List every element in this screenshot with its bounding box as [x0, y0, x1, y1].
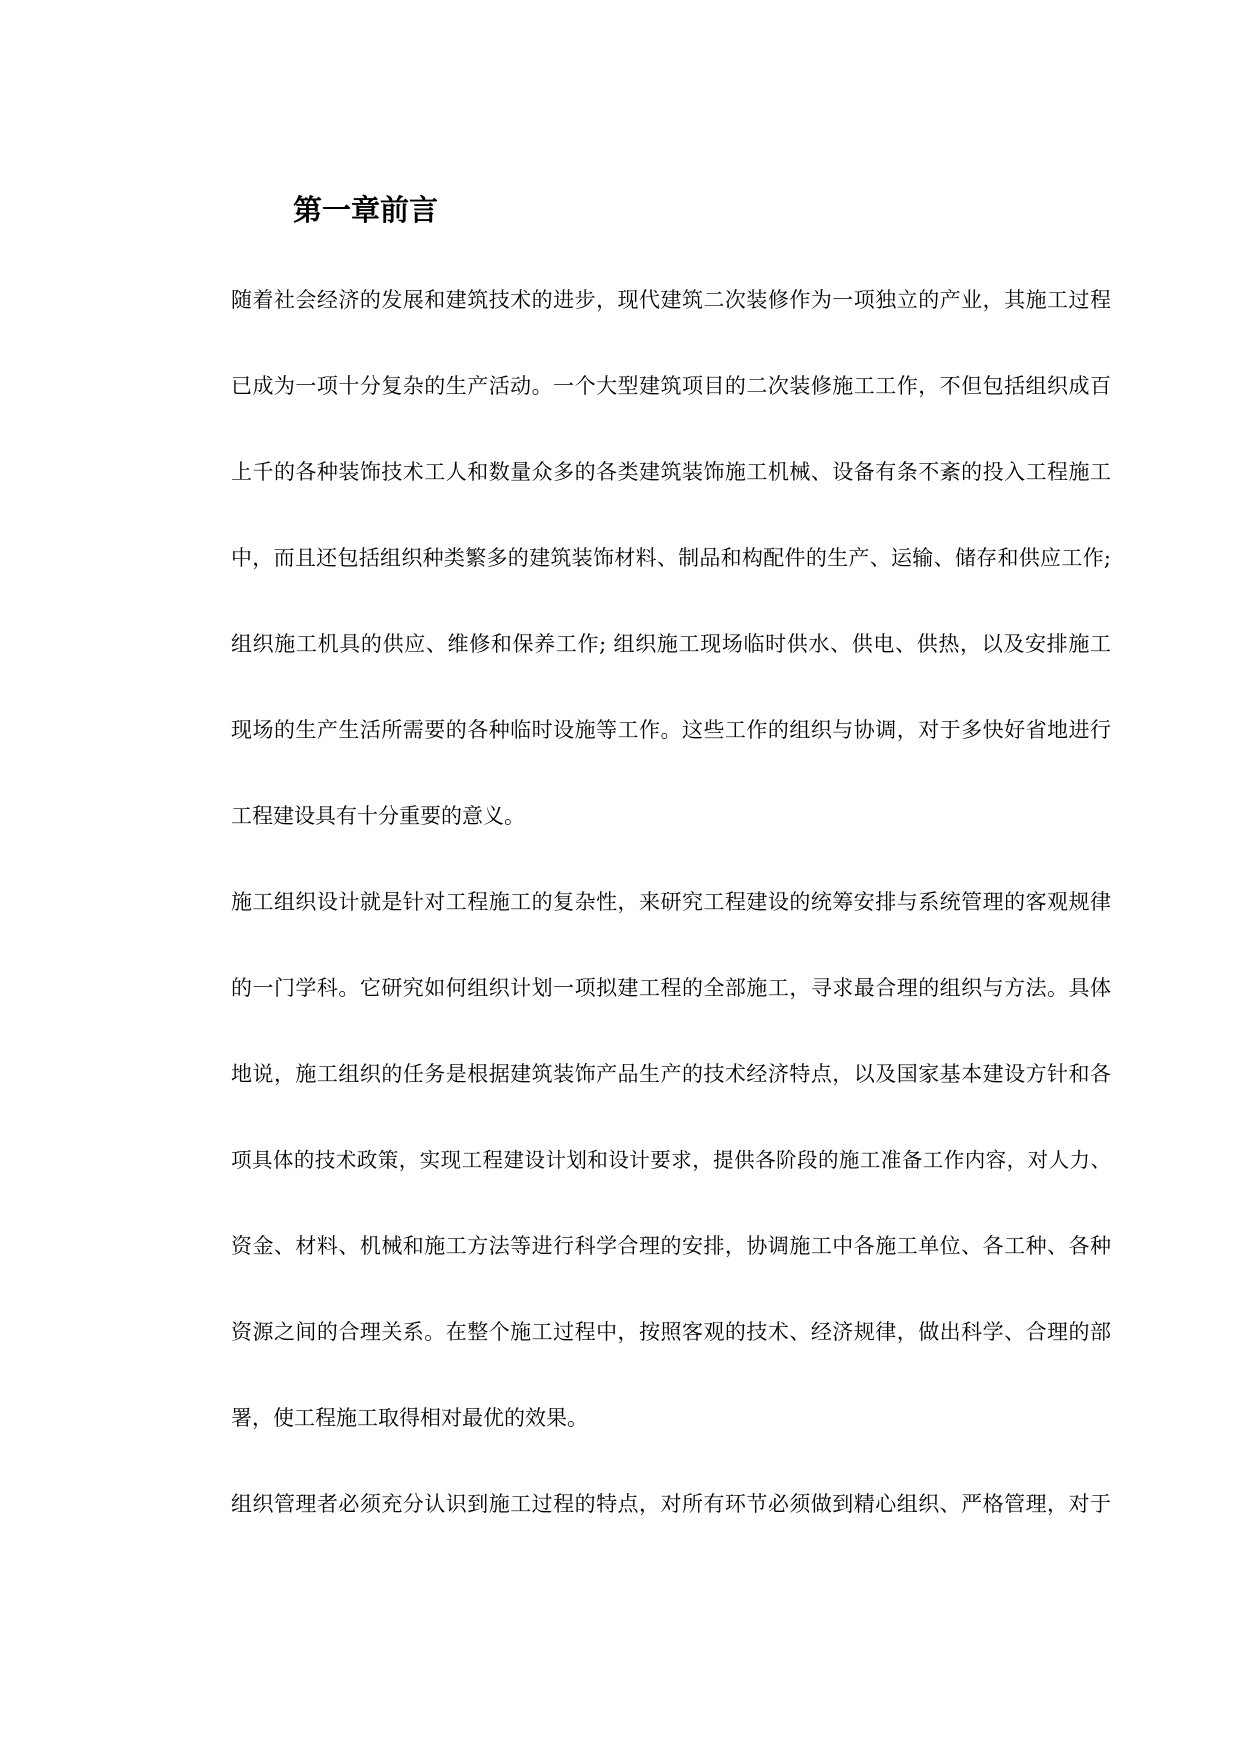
text-line: 资源之间的合理关系。在整个施工过程中，按照客观的技术、经济规律，做出科学、合理的部: [231, 1320, 1111, 1344]
text-line: 组织管理者必须充分认识到施工过程的特点，对所有环节必须做到精心组织、严格管理，对于: [231, 1492, 1111, 1516]
chapter-title: 第一章前言: [293, 193, 439, 227]
text-line: 的一门学科。它研究如何组织计划一项拟建工程的全部施工，寻求最合理的组织与方法。具体: [231, 976, 1111, 1000]
text-line: 工程建设具有十分重要的意义。: [231, 804, 525, 828]
text-line: 施工组织设计就是针对工程施工的复杂性，来研究工程建设的统筹安排与系统管理的客观规律: [231, 890, 1111, 914]
text-line: 中，而且还包括组织种类繁多的建筑装饰材料、制品和构配件的生产、运输、储存和供应工作;: [231, 546, 1111, 570]
text-line: 项具体的技术政策，实现工程建设计划和设计要求，提供各阶段的施工准备工作内容，对人力、: [231, 1148, 1111, 1172]
text-line: 随着社会经济的发展和建筑技术的进步，现代建筑二次装修作为一项独立的产业，其施工过程: [231, 288, 1111, 312]
body-text: [231, 285, 1111, 1575]
text-line: 上千的各种装饰技术工人和数量众多的各类建筑装饰施工机械、设备有条不紊的投入工程施工: [231, 460, 1111, 484]
text-line: 署，使工程施工取得相对最优的效果。: [231, 1406, 588, 1430]
text-line: 组织施工机具的供应、维修和保养工作; 组织施工现场临时供水、供电、供热，以及安排施工: [231, 632, 1111, 656]
text-line: 现场的生产生活所需要的各种临时设施等工作。这些工作的组织与协调，对于多快好省地进行: [231, 718, 1111, 742]
text-line: 已成为一项十分复杂的生产活动。一个大型建筑项目的二次装修施工工作，不但包括组织成百: [231, 374, 1111, 398]
text-line: 地说，施工组织的任务是根据建筑装饰产品生产的技术经济特点，以及国家基本建设方针和各: [231, 1062, 1111, 1086]
text-line: 资金、材料、机械和施工方法等进行科学合理的安排，协调施工中各施工单位、各工种、各种: [231, 1234, 1111, 1258]
